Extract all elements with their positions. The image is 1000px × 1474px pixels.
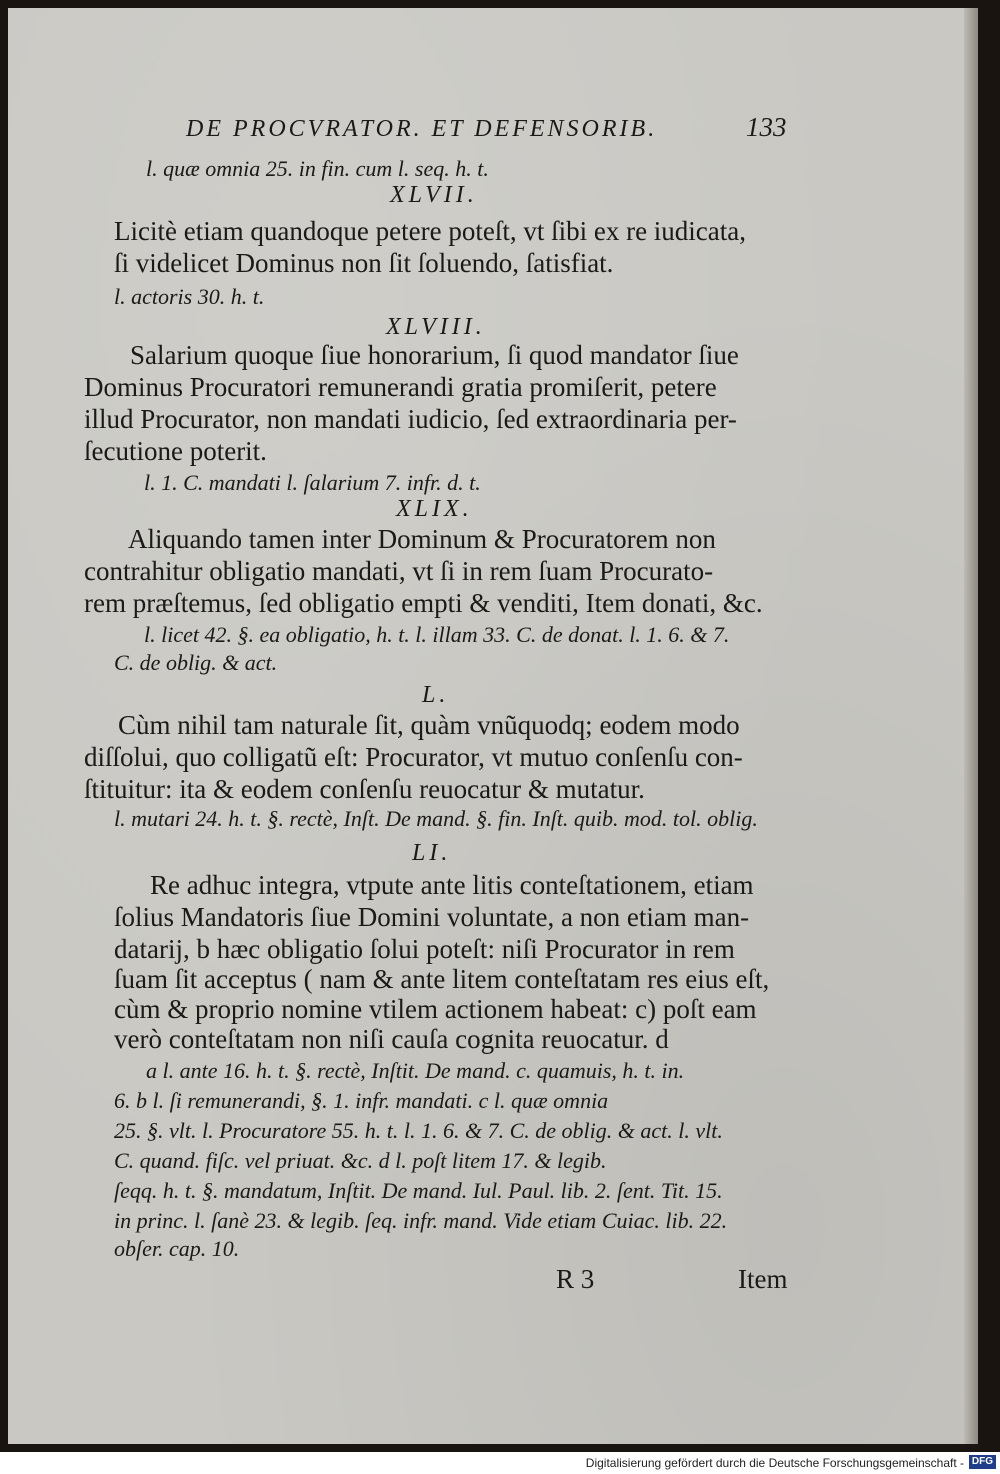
citation-line: C. de oblig. & act. — [114, 650, 278, 675]
catchword: Item — [738, 1264, 788, 1294]
page-number: 133 — [746, 112, 787, 142]
text-line: illud Procurator, non mandati iudicio, ſed extraordinaria per- — [84, 404, 737, 434]
text-line: ſi videlicet Dominus non ſit ſoluendo, ſatisfiat. — [114, 248, 614, 278]
footnote-line: in princ. l. ſanè 23. & legib. ſeq. infr. mand. Vide etiam Cuiac. lib. 22. — [114, 1208, 728, 1233]
footnote-line: a l. ante 16. h. t. §. rectè, Inſtit. De mand. c. quamuis, h. t. in. — [146, 1058, 685, 1083]
section-number: XLVII. — [390, 182, 478, 208]
dfg-logo: DFG — [969, 1455, 996, 1469]
citation-line: l. actoris 30. h. t. — [114, 284, 265, 309]
text-line: ſuam ſit acceptus ( nam & ante litem conteſtatam res eius eſt, — [114, 964, 770, 994]
text-line: contrahitur obligatio mandati, vt ſi in rem ſuam Procurato- — [84, 556, 714, 586]
text-line: ſecutione poterit. — [84, 436, 267, 466]
text-line: cùm & proprio nomine vtilem actionem habeat: c) poſt eam — [114, 994, 757, 1024]
citation-line: l. quæ omnia 25. in fin. cum l. seq. h. t. — [146, 156, 489, 181]
citation-line: l. 1. C. mandati l. ſalarium 7. infr. d. t. — [144, 470, 481, 495]
section-number: L. — [422, 682, 450, 708]
footnote-line: ſeqq. h. t. §. mandatum, Inſtit. De mand. Iul. Paul. lib. 2. ſent. Tit. 15. — [114, 1178, 723, 1203]
citation-line: l. licet 42. §. ea obligatio, h. t. l. illam 33. C. de donat. l. 1. 6. & 7. — [144, 622, 730, 647]
section-number: XLVIII. — [386, 314, 486, 340]
text-line: diſſolui, quo colligatũ eſt: Procurator, vt mutuo conſenſu con- — [84, 742, 743, 772]
text-line: ſtituitur: ita & eodem conſenſu reuocatur & mutatur. — [84, 774, 645, 804]
book-page — [8, 8, 978, 1444]
text-line: Dominus Procuratori remunerandi gratia promiſerit, petere — [84, 372, 717, 402]
text-line: Cùm nihil tam naturale ſit, quàm vnũquodq; eodem modo — [118, 710, 740, 740]
text-line: datarij, b hæc obligatio ſolui poteſt: niſi Procurator in rem — [114, 934, 735, 964]
text-line: rem præſtemus, ſed obligatio empti & venditi, Item donati, &c. — [84, 588, 763, 618]
page-edge — [964, 8, 978, 1444]
section-number: XLIX. — [396, 496, 473, 522]
footer-bar — [0, 1452, 1000, 1474]
text-line: Aliquando tamen inter Dominum & Procuratorem non — [128, 524, 716, 554]
text-line: Salarium quoque ſiue honorarium, ſi quod mandator ſiue — [130, 340, 739, 370]
text-line: ſolius Mandatoris ſiue Domini voluntate, a non etiam man- — [114, 902, 750, 932]
citation-line: l. mutari 24. h. t. §. rectè, Inſt. De mand. §. fin. Inſt. quib. mod. tol. oblig. — [114, 806, 758, 831]
footer-credit: Digitalisierung gefördert durch die Deutsche Forschungsgemeinschaft - — [585, 1456, 964, 1470]
text-line: Re adhuc integra, vtpute ante litis conteſtationem, etiam — [150, 870, 754, 900]
footnote-line: 6. b l. ſi remunerandi, §. 1. infr. mandati. c l. quæ omnia — [114, 1088, 609, 1113]
footnote-line: obſer. cap. 10. — [114, 1236, 240, 1261]
section-number: LI. — [412, 840, 452, 866]
text-line: verò conteſtatam non niſi cauſa cognita reuocatur. d — [114, 1024, 669, 1054]
footnote-line: 25. §. vlt. l. Procuratore 55. h. t. l. 1. 6. & 7. C. de oblig. & act. l. vlt. — [114, 1118, 723, 1143]
text-line: Licitè etiam quandoque petere poteſt, vt ſibi ex re iudicata, — [114, 216, 747, 246]
running-head: DE PROCVRATOR. ET DEFENSORIB. — [186, 116, 658, 142]
signature-mark: R 3 — [556, 1264, 595, 1294]
footnote-line: C. quand. fiſc. vel priuat. &c. d l. poſt litem 17. & legib. — [114, 1148, 607, 1173]
